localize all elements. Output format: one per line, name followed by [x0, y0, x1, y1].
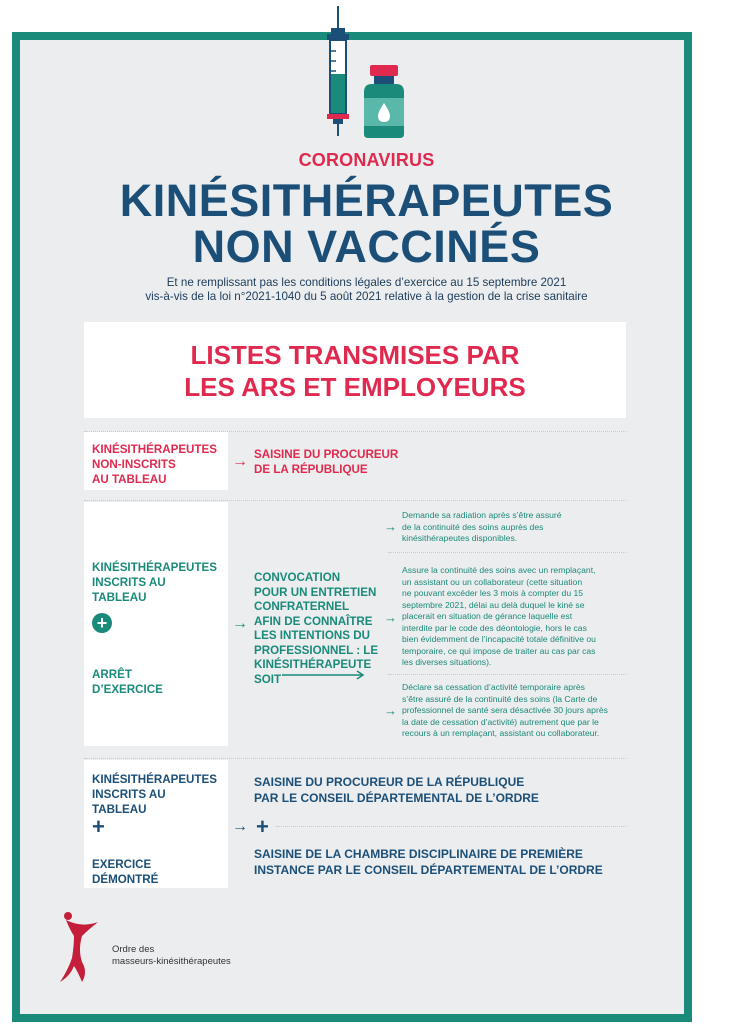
divider	[84, 758, 626, 759]
vaccine-vial-icon	[364, 65, 404, 138]
divider	[388, 552, 626, 553]
plus-icon: +	[256, 814, 269, 839]
section3-left-box: KINÉSITHÉRAPEUTES INSCRITS AU TABLEAU EXERCICE DÉMONTRÉ	[84, 760, 228, 888]
divider	[388, 674, 626, 675]
plus-icon: +	[92, 814, 105, 839]
plus-icon: +	[92, 613, 112, 633]
arrow-right-icon: →	[232, 818, 248, 835]
kicker: CORONAVIRUS	[298, 150, 435, 170]
divider	[84, 500, 626, 501]
long-arrow-icon	[282, 670, 366, 680]
lists-banner: LISTES TRANSMISES PAR LES ARS ET EMPLOYEURS	[84, 322, 626, 418]
arrow-right-icon: →	[384, 519, 397, 534]
option-cessation: Déclare sa cessation d’activité temporaire après s’être assuré de la continuité des soins (la Carte de professionnel de santé sera désactivée 30 jours après la date de cessation d’activité) autrement que par le recours à un remplaçant, assistant ou collaborateur.	[402, 682, 608, 738]
option-remplacant: Assure la continuité des soins avec un remplaçant, un assistant ou un collaborateur (cette situation ne pouvant excéder les 3 mois à compter du 15 septembre 2021, délai au delà duquel le kiné se placerait en situation de gérance laquelle est interdite par le code des déontologie, hors le cas bien évidemment de l’incapacité totale définitive ou temporaire, ce qui impose de traiter au cas par cas les diverses situations).	[402, 565, 596, 667]
subtitle: Et ne remplissant pas les conditions légales d’exercice au 15 septembre 2021 vis-à-vis de la loi n°2021-1040 du 5 août 2021 relative à la gestion de la crise sanitaire	[145, 276, 588, 303]
arrow-right-icon: →	[232, 615, 248, 632]
section3-outcome2: SAISINE DE LA CHAMBRE DISCIPLINAIRE DE PREMIÈRE INSTANCE PAR LE CONSEIL DÉPARTEMENTAL DE L’ORDRE	[254, 847, 603, 877]
syringe-and-vial-icons	[300, 6, 420, 141]
section3-outcome1: SAISINE DU PROCUREUR DE LA RÉPUBLIQUE PAR LE CONSEIL DÉPARTEMENTAL DE L’ORDRE	[254, 775, 539, 805]
arrow-right-icon: →	[232, 453, 248, 470]
arrow-right-icon: →	[384, 610, 397, 625]
page-title: KINÉSITHÉRAPEUTES NON VACCINÉS	[119, 175, 614, 272]
section2-left-box: KINÉSITHÉRAPEUTES INSCRITS AU TABLEAU ARRÊT D’EXERCICE	[84, 502, 228, 746]
syringe-icon	[327, 6, 349, 136]
section2-middle-text: CONVOCATION POUR UN ENTRETIEN CONFRATERNEL AFIN DE CONNAÎTRE LES INTENTIONS DU PROFESSIONNEL : LE KINÉSITHÉRAPEUTE SOIT	[254, 571, 379, 686]
org-name: Ordre des masseurs-kinésithérapeutes	[112, 944, 231, 967]
section1-left-box: KINÉSITHÉRAPEUTES NON-INSCRITS AU TABLEAU	[84, 432, 228, 490]
logo-figure-icon	[52, 910, 108, 986]
section1-outcome: SAISINE DU PROCUREUR DE LA RÉPUBLIQUE	[254, 448, 399, 476]
option-radiation: Demande sa radiation après s’être assuré de la continuité des soins auprès des kinésithérapeutes disponibles.	[402, 510, 562, 543]
arrow-right-icon: →	[384, 703, 397, 718]
divider	[276, 826, 626, 827]
